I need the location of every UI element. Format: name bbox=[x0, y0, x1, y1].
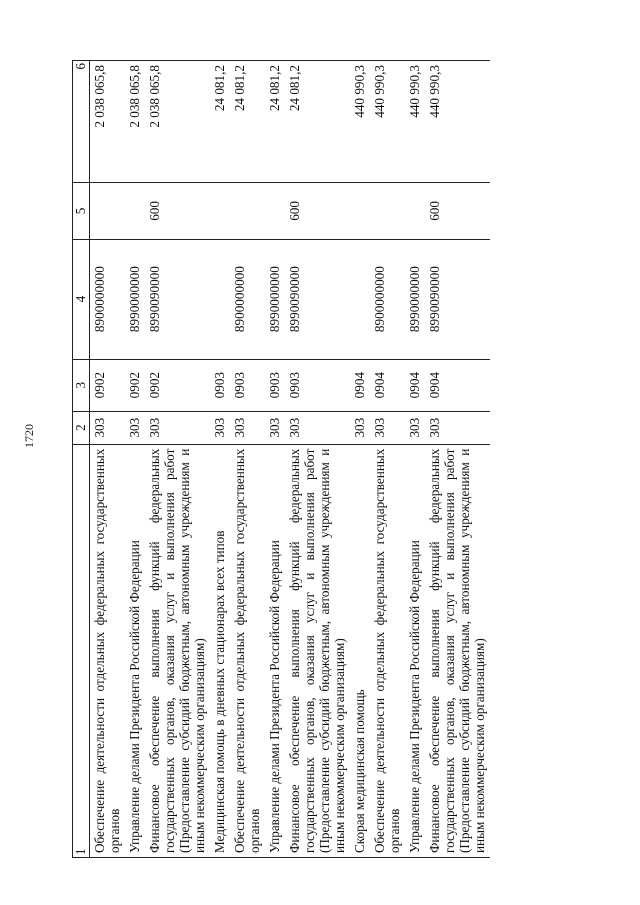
table-row bbox=[425, 61, 490, 858]
row-gr-code: 303 bbox=[125, 411, 145, 444]
row-rz-code: 0903 bbox=[230, 359, 265, 411]
row-name: Управление делами Президента Российской Федерации bbox=[125, 444, 145, 857]
row-sum: 440 990,3 bbox=[370, 61, 405, 183]
row-gr-code: 303 bbox=[210, 411, 230, 444]
row-vr-code bbox=[125, 183, 145, 239]
table-row bbox=[230, 61, 265, 858]
row-gr-code: 303 bbox=[90, 411, 126, 444]
table-row bbox=[145, 61, 210, 858]
row-rz-code: 0904 bbox=[425, 359, 490, 411]
row-cs-code: 8990090000 bbox=[285, 239, 350, 359]
row-cs-code: 8900000000 bbox=[370, 239, 405, 359]
budget-table-sheet bbox=[72, 60, 568, 858]
row-name: Финансовое обеспечение выполнения функций федеральных государственных органов, оказания услуг и выполнения работ (Предоставление субсидий бюджетным, автономным учреждениям и иным некоммерческим организациям) bbox=[425, 444, 490, 857]
table-row bbox=[125, 61, 145, 858]
row-gr-code: 303 bbox=[265, 411, 285, 444]
row-name: Медицинская помощь в дневных стационарах всех типов bbox=[210, 444, 230, 857]
row-name: Финансовое обеспечение выполнения функций федеральных государственных органов, оказания услуг и выполнения работ (Предоставление субсидий бюджетным, автономным учреждениям и иным некоммерческим организациям) bbox=[145, 444, 210, 857]
row-cs-code: 8990090000 bbox=[145, 239, 210, 359]
row-cs-code: 8900000000 bbox=[90, 239, 126, 359]
row-cs-code: 8990000000 bbox=[265, 239, 285, 359]
row-name: Обеспечение деятельности отдельных федеральных государственных органов bbox=[230, 444, 265, 857]
row-gr-code: 303 bbox=[145, 411, 210, 444]
row-sum: 440 990,3 bbox=[425, 61, 490, 183]
row-cs-code: 8990090000 bbox=[425, 239, 490, 359]
row-sum: 24 081,2 bbox=[285, 61, 350, 183]
row-rz-code: 0903 bbox=[285, 359, 350, 411]
header-col-1: 1 bbox=[73, 444, 90, 857]
row-rz-code: 0903 bbox=[210, 359, 230, 411]
header-col-5: 5 bbox=[73, 183, 90, 239]
row-name: Управление делами Президента Российской Федерации bbox=[265, 444, 285, 857]
row-vr-code bbox=[350, 183, 370, 239]
row-sum: 440 990,3 bbox=[405, 61, 425, 183]
row-gr-code: 303 bbox=[285, 411, 350, 444]
row-name: Обеспечение деятельности отдельных федеральных государственных органов bbox=[90, 444, 126, 857]
row-sum: 24 081,2 bbox=[230, 61, 265, 183]
row-vr-code bbox=[405, 183, 425, 239]
row-sum: 2 038 065,8 bbox=[125, 61, 145, 183]
row-sum: 24 081,2 bbox=[265, 61, 285, 183]
row-gr-code: 303 bbox=[350, 411, 370, 444]
row-vr-code bbox=[210, 183, 230, 239]
header-row bbox=[73, 61, 90, 858]
row-gr-code: 303 bbox=[405, 411, 425, 444]
header-col-6: 6 bbox=[73, 61, 90, 183]
table-row bbox=[350, 61, 370, 858]
table-row bbox=[90, 61, 126, 858]
row-rz-code: 0904 bbox=[405, 359, 425, 411]
header-col-3: 3 bbox=[73, 359, 90, 411]
row-sum: 24 081,2 bbox=[210, 61, 230, 183]
row-sum: 440 990,3 bbox=[350, 61, 370, 183]
row-vr-code bbox=[230, 183, 265, 239]
row-sum: 2 038 065,8 bbox=[90, 61, 126, 183]
row-vr-code: 600 bbox=[425, 183, 490, 239]
row-rz-code: 0902 bbox=[145, 359, 210, 411]
header-col-2: 2 bbox=[73, 411, 90, 444]
row-gr-code: 303 bbox=[230, 411, 265, 444]
row-sum: 2 038 065,8 bbox=[145, 61, 210, 183]
row-vr-code bbox=[265, 183, 285, 239]
row-rz-code: 0904 bbox=[370, 359, 405, 411]
row-vr-code bbox=[90, 183, 126, 239]
row-rz-code: 0903 bbox=[265, 359, 285, 411]
table-row bbox=[210, 61, 230, 858]
row-name: Обеспечение деятельности отдельных федеральных государственных органов bbox=[370, 444, 405, 857]
row-name: Скорая медицинская помощь bbox=[350, 444, 370, 857]
row-name: Управление делами Президента Российской Федерации bbox=[405, 444, 425, 857]
row-gr-code: 303 bbox=[425, 411, 490, 444]
table-row bbox=[265, 61, 285, 858]
header-col-4: 4 bbox=[73, 239, 90, 359]
row-gr-code: 303 bbox=[370, 411, 405, 444]
table-row bbox=[370, 61, 405, 858]
row-name: Финансовое обеспечение выполнения функций федеральных государственных органов, оказания услуг и выполнения работ (Предоставление субсидий бюджетным, автономным учреждениям и иным некоммерческим организациям) bbox=[285, 444, 350, 857]
row-rz-code: 0902 bbox=[90, 359, 126, 411]
row-cs-code bbox=[210, 239, 230, 359]
page-number: 1720 bbox=[22, 424, 36, 448]
row-cs-code: 8900000000 bbox=[230, 239, 265, 359]
table-row bbox=[285, 61, 350, 858]
row-rz-code: 0902 bbox=[125, 359, 145, 411]
row-vr-code: 600 bbox=[285, 183, 350, 239]
row-cs-code: 8990000000 bbox=[405, 239, 425, 359]
row-vr-code bbox=[370, 183, 405, 239]
row-cs-code bbox=[350, 239, 370, 359]
table-row bbox=[405, 61, 425, 858]
row-rz-code: 0904 bbox=[350, 359, 370, 411]
row-vr-code: 600 bbox=[145, 183, 210, 239]
row-cs-code: 8990000000 bbox=[125, 239, 145, 359]
budget-table bbox=[72, 60, 490, 858]
